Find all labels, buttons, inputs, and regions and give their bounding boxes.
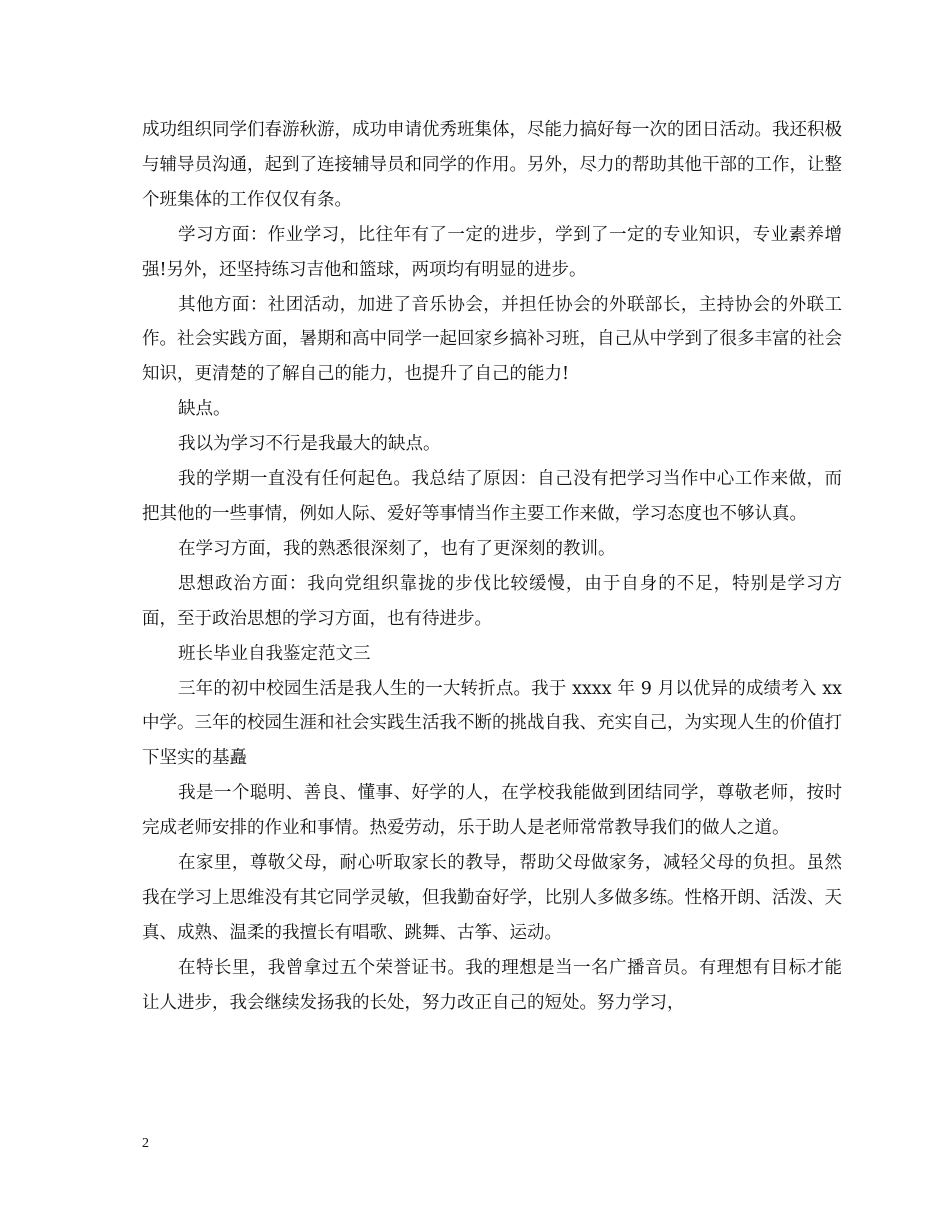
paragraph: 我是一个聪明、善良、懂事、好学的人，在学校我能做到团结同学，尊敬老师，按时完成老师安排的作业和事情。热爱劳动，乐于助人是老师常常教导我们的做人之道。 [142, 783, 842, 839]
paragraph: 在家里，尊敬父母，耐心听取家长的教导，帮助父母做家务，减轻父母的负担。虽然我在学习上思维没有其它同学灵敏，但我勤奋好学，比别人多做多练。性格开朗、活泼、天真、成熟、温柔的我擅长有唱歌、跳舞、古筝、运动。 [142, 853, 842, 943]
paragraph: 我的学期一直没有任何起色。我总结了原因：自己没有把学习当作中心工作来做，而把其他的一些事情，例如人际、爱好等事情当作主要工作来做，学习态度也不够认真。 [142, 469, 842, 524]
paragraph: 三年的初中校园生活是我人生的一大转折点。我于 xxxx 年 9 月以优异的成绩考入 xx 中学。三年的校园生涯和社会实践生活我不断的挑战自我、充实自己，为实现人生的价值打下坚实的基矗 [142, 678, 842, 769]
document-body [142, 113, 842, 1021]
paragraph: 我以为学习不行是我最大的缺点。 [178, 434, 441, 455]
page-number: 2 [142, 1136, 149, 1151]
paragraph: 缺点。 [178, 399, 231, 420]
paragraph: 在学习方面，我的熟悉很深刻了，也有了更深刻的教训。 [178, 538, 616, 559]
paragraph: 思想政治方面：我向党组织靠拢的步伐比较缓慢，由于自身的不足，特别是学习方面，至于政治思想的学习方面，也有待进步。 [142, 573, 842, 629]
paragraph: 学习方面：作业学习，比往年有了一定的进步，学到了一定的专业知识，专业素养增强!另外，还坚持练习吉他和篮球，两项均有明显的进步。 [142, 224, 842, 280]
paragraph: 在特长里，我曾拿过五个荣誉证书。我的理想是当一名广播音员。有理想有目标才能让人进步，我会继续发扬我的长处，努力改正自己的短处。努力学习， [142, 957, 842, 1013]
paragraph: 成功组织同学们春游秋游，成功申请优秀班集体，尽能力搞好每一次的团日活动。我还积极与辅导员沟通，起到了连接辅导员和同学的作用。另外，尽力的帮助其他干部的工作，让整个班集体的工作仅仅有条。 [142, 120, 842, 210]
section-heading: 班长毕业自我鉴定范文三 [178, 643, 371, 664]
paragraph: 其他方面：社团活动，加进了音乐协会，并担任协会的外联部长，主持协会的外联工作。社会实践方面，暑期和高中同学一起回家乡搞补习班，自己从中学到了很多丰富的社会知识，更清楚的了解自己的能力，也提升了自己的能力! [142, 294, 842, 385]
